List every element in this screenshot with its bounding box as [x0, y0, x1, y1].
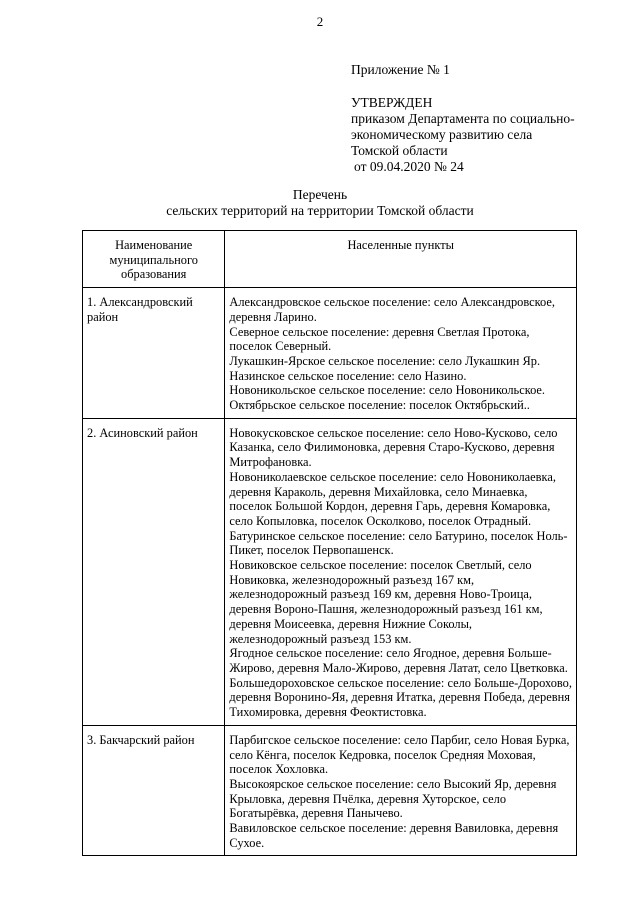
table-row — [83, 725, 577, 856]
appendix-label: Приложение № 1 — [351, 62, 450, 77]
settlement-entry: Северное сельское поселение: деревня Светлая Протока, поселок Северный. — [229, 324, 530, 354]
settlement-entry: Новониколаевское сельское поселение: село Новониколаевка, деревня Караколь, деревня Михайловка, село Минаевка, поселок Большой Кордон, деревня Гарь, деревня Комаровка, село Копыловка, поселок Осколково, поселок Отрадный. — [229, 469, 556, 528]
header-settlements: Населенные пункты — [225, 231, 577, 288]
title-line-2: сельских территорий на территории Томской области — [166, 203, 474, 218]
settlement-entry: Лукашкин-Ярское сельское поселение: село Лукашкин Яр. — [229, 353, 541, 368]
settlements-table — [82, 230, 577, 856]
settlement-entry: Новокусковское сельское поселение: село Ново-Кусково, село Казанка, село Филимоновка, деревня Старо-Кусково, деревня Митрофановка. — [229, 425, 558, 470]
table-header-row — [83, 231, 577, 288]
district-name: 2. Асиновский район — [83, 418, 225, 725]
approval-heading: УТВЕРЖДЕН — [351, 95, 433, 110]
settlements-cell — [225, 288, 577, 419]
table-row — [83, 288, 577, 419]
settlement-entry: Батуринское сельское поселение: село Батурино, поселок Ноль-Пикет, поселок Первопашенск. — [229, 528, 568, 558]
settlement-entry: Ягодное сельское поселение: село Ягодное, деревня Больше-Жирово, деревня Мало-Жирово, деревня Латат, село Цветковка. — [229, 646, 568, 675]
settlement-entry: Высокоярское сельское поселение: село Высокий Яр, деревня Крыловка, деревня Пчёлка, деревня Хуторское, село Богатырёвка, деревня Панычево. — [229, 776, 557, 821]
settlement-entry: Новиковское сельское поселение: поселок Светлый, село Новиковка, железнодорожный разъезд 167 км, железнодорожный разъезд 169 км, деревня Ново-Троица, деревня Вороно-Пашня, железнодорожный разъезд 161 км, деревня Моисеевка, деревня Нижние Соколы, железнодорожный разъезд 153 км. — [229, 558, 543, 646]
title-line-1: Перечень — [292, 187, 348, 202]
approval-date: от 09.04.2020 № 24 — [354, 159, 464, 174]
table-row — [83, 418, 577, 725]
settlement-entry: Александровское сельское поселение: село Александровское, деревня Ларино. — [229, 295, 555, 324]
document-title — [0, 187, 640, 219]
approval-line: приказом Департамента по социально- — [351, 111, 575, 126]
settlement-entry: Октябрьское сельское поселение: поселок Октябрьский.. — [229, 398, 530, 413]
settlement-entry: Большедороховское сельское поселение: село Больше-Дорохово, деревня Воронино-Яя, деревня Итатка, деревня Победа, деревня Тихомировка, деревня Феоктистовка. — [229, 675, 572, 720]
district-name: 3. Бакчарский район — [83, 725, 225, 856]
settlement-entry: Парбигское сельское поселение: село Парбиг, село Новая Бурка, село Кёнга, поселок Кедровка, поселок Средняя Моховая, поселок Хохловка. — [229, 732, 570, 777]
header-municipality: Наименование муниципального образования — [83, 231, 225, 288]
settlement-entry: Назинское сельское поселение: село Назино. — [229, 368, 467, 383]
settlements-cell — [225, 418, 577, 725]
approval-line: экономическому развитию села — [351, 127, 533, 142]
settlement-entry: Новоникольское сельское поселение: село Новоникольское. — [229, 383, 546, 398]
district-name: 1. Александровский район — [83, 288, 225, 419]
approval-block — [351, 95, 575, 175]
settlement-entry: Вавиловское сельское поселение: деревня Вавиловка, деревня Сухое. — [229, 821, 559, 850]
settlements-cell — [225, 725, 577, 856]
approval-line: Томской области — [351, 143, 448, 158]
page-number: 2 — [316, 14, 324, 29]
